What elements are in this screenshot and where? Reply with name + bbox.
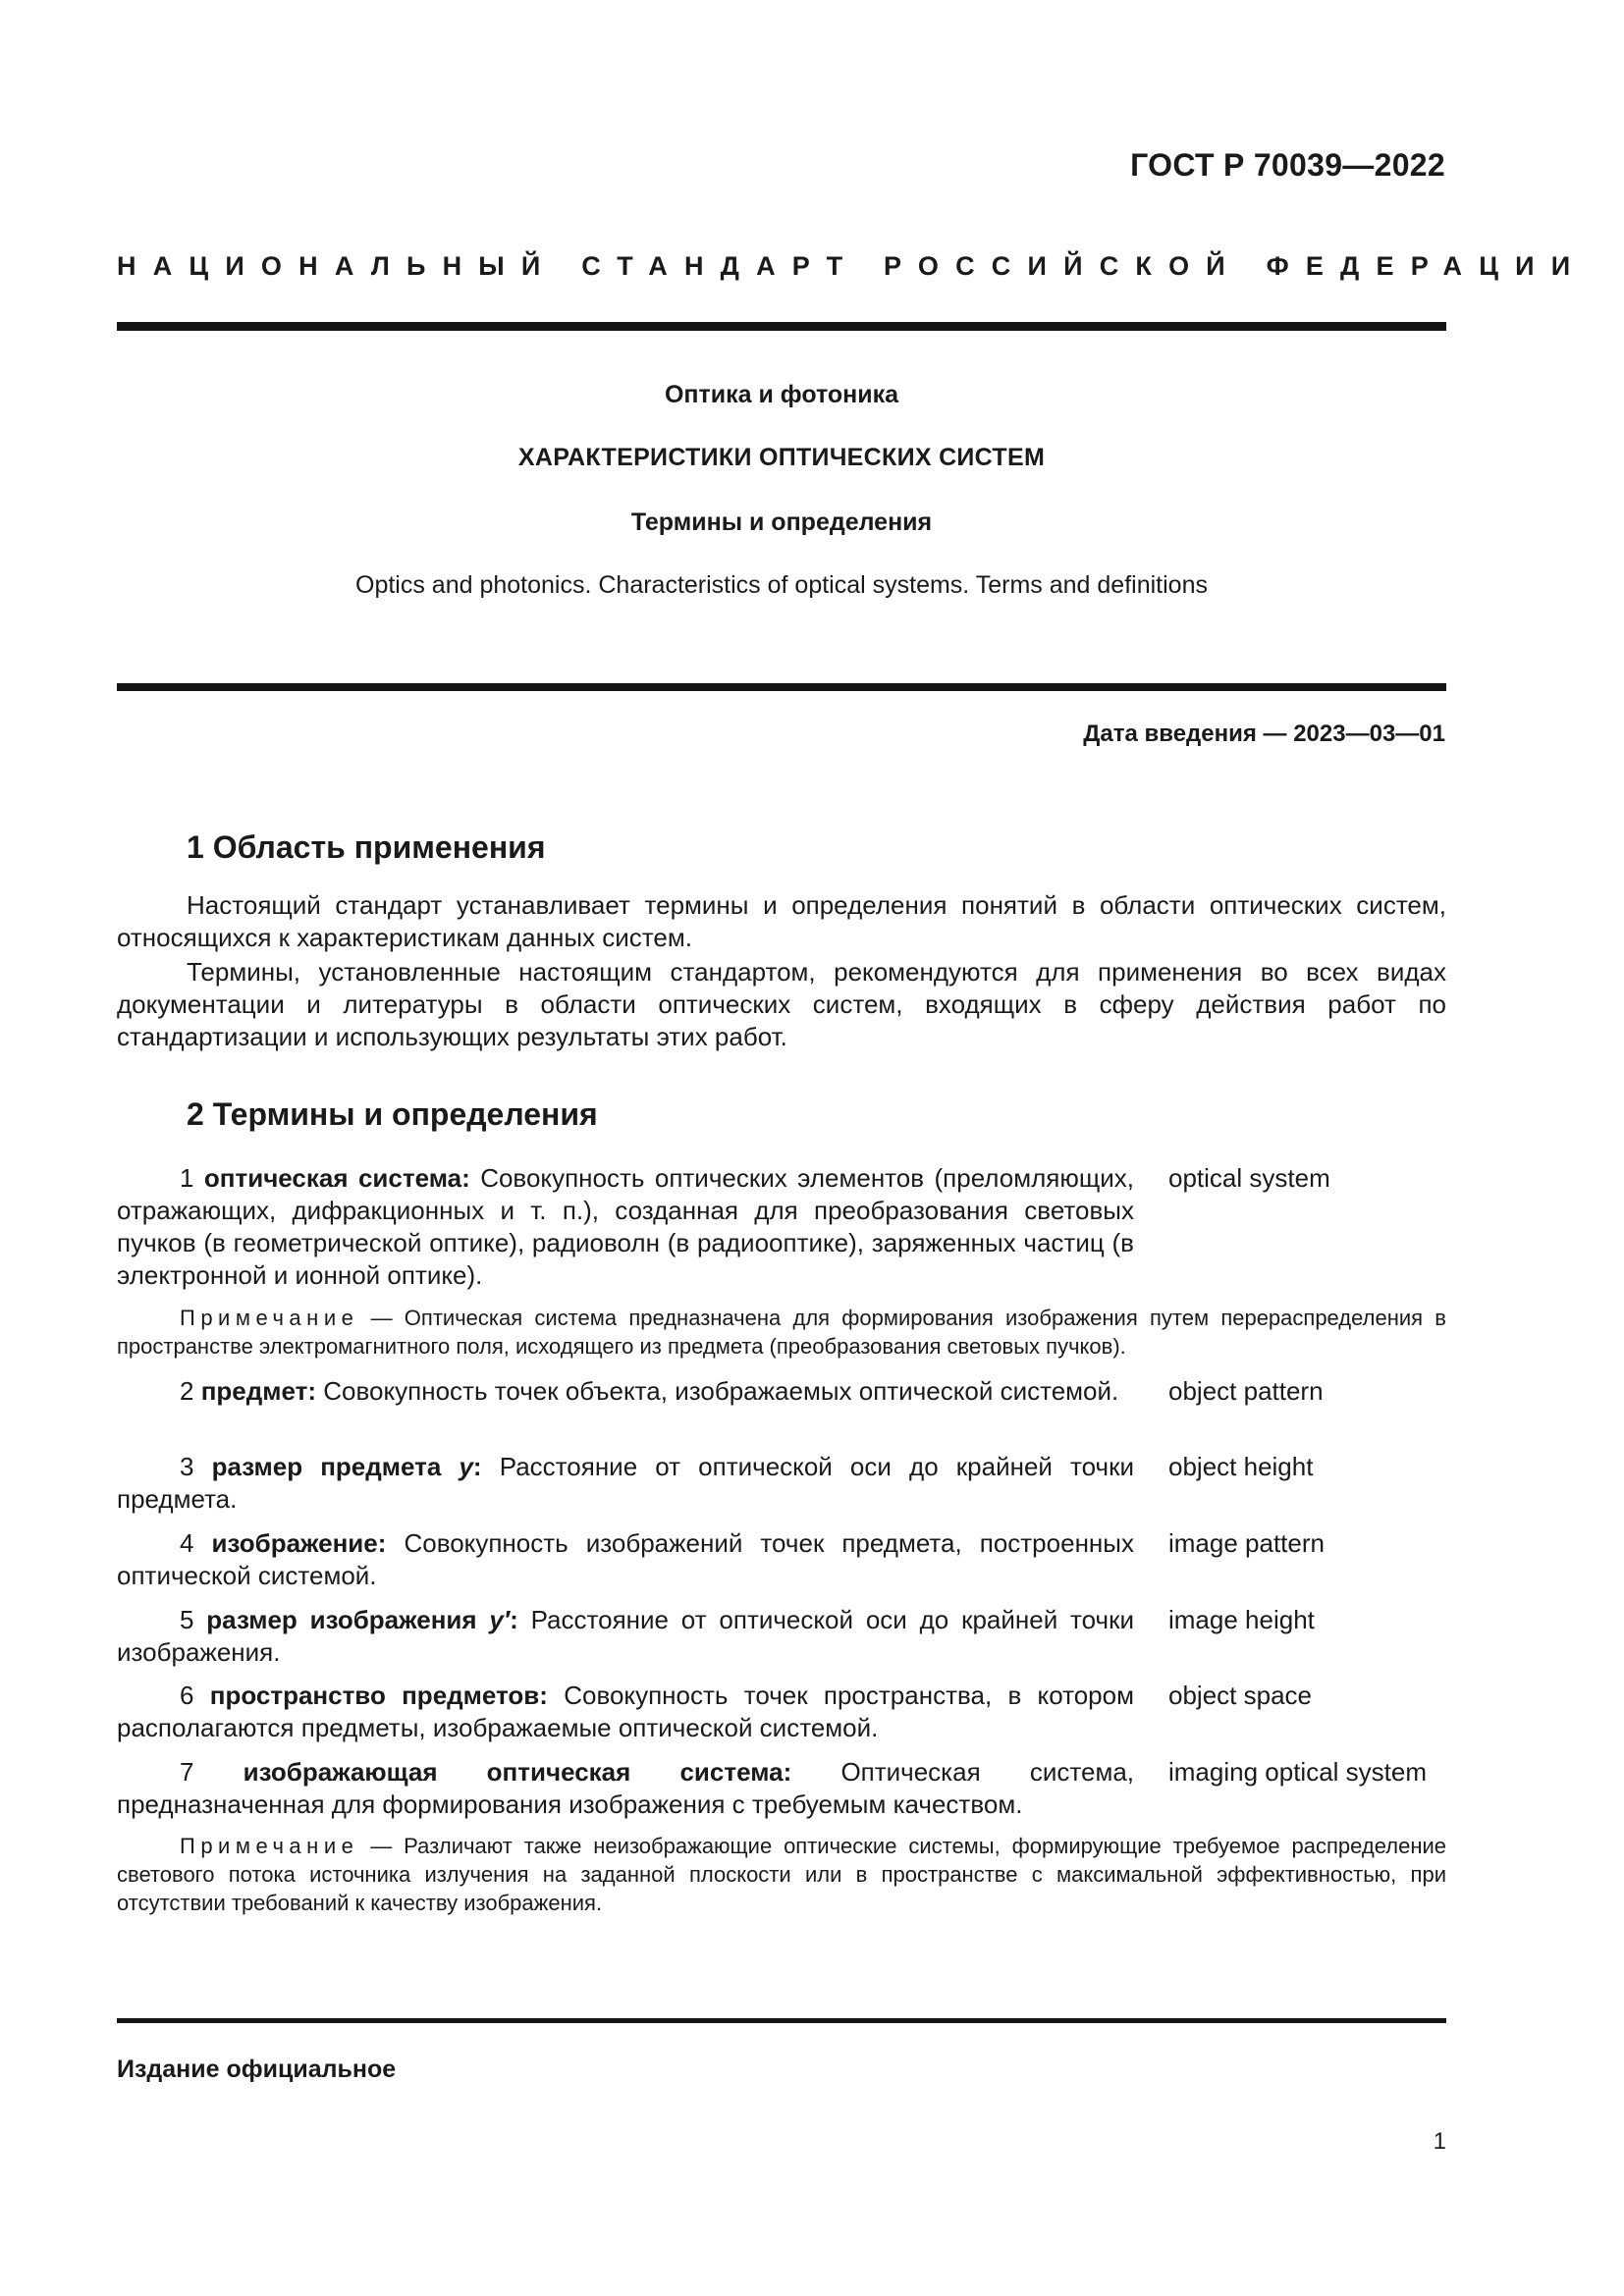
term-definition: Оптическая система, предназначенная для формирования изображения с требуемым качеством. [117,1757,1134,1819]
term-definition: Совокупность изображений точек предмета, построенных оптической системой. [117,1528,1134,1590]
term-name: оптическая система [203,1163,462,1193]
scope-paragraph: Термины, установленные настоящим стандартом, рекомендуются для применения во всех видах документации и литературы в области оптических систем, входящих в сферу действия работ по стандартизации и использующих результаты этих работ. [117,957,1446,1051]
standard-title: ХАРАКТЕРИСТИКИ ОПТИЧЕСКИХ СИСТЕМ [517,444,1046,471]
national-standard-title: НАЦИОНАЛЬНЫЙ СТАНДАРТ РОССИЙСКОЙ ФЕДЕРАЦИИ [117,251,1588,281]
term-name: пространство предметов [209,1681,540,1710]
term-name: предмет [200,1376,308,1406]
term-number: 7 [180,1757,194,1787]
section-heading-terms: 2 Термины и определения [187,1096,598,1132]
term-name: изображение [211,1528,378,1558]
note-label: Примечание [180,1306,359,1330]
note-text: — Различают также неизображающие оптические системы, формирующие требуемое распределение светового потока источника излучения на заданной плоскости или в пространстве с максимальной эффективностью, при отсутствии требований к качеству изображения. [117,1834,1446,1915]
term-text: 7 изображающая оптическая система: Оптическая система, предназначенная для формирования изображения с требуемым качеством. [117,1757,1134,1819]
note-text: — Оптическая система предназначена для формирования изображения путем перераспределения в пространстве электромагнитного поля, исходящего из предмета (преобразования световых пучков). [117,1306,1446,1359]
intro-date: Дата введения — 2023—03—01 [1083,721,1445,747]
term-text: 3 размер предмета y: Расстояние от оптической оси до крайней точки предмета. [117,1452,1134,1514]
term-text: 1 оптическая система: Совокупность оптических элементов (преломляющих, отражающих, дифракционных и т. п.), созданная для преобразования световых пучков (в геометрической оптике), радиоволн (в радиооптике), заряженных частиц (в электронной и ионной оптике). [117,1163,1134,1290]
term-name: размер предмета [211,1452,442,1481]
note [117,1832,1446,1917]
term-english: object height [1168,1452,1314,1481]
term-symbol: y′ [489,1605,511,1634]
standard-subtitle: Термины и определения [630,508,933,536]
scope-paragraph: Настоящий стандарт устанавливает термины и определения понятий в области оптических систем, относящихся к характеристикам данных систем. [117,890,1446,952]
term-text: 5 размер изображения y′: Расстояние от оптической оси до крайней точки изображения. [117,1605,1134,1667]
term-english: image pattern [1168,1528,1325,1558]
term-definition: Совокупность оптических элементов (преломляющих, отражающих, дифракционных и т. п.), созданная для преобразования световых пучков (в геометрической оптике), радиоволн (в радиооптике), заряженных частиц (в электронной и ионной оптике). [117,1163,1134,1290]
term-number: 4 [180,1528,194,1558]
subject-area: Оптика и фотоника [664,381,899,408]
section-heading-scope: 1 Область применения [187,829,546,865]
term-definition: Расстояние от оптической оси до крайней точки изображения. [117,1605,1134,1667]
term-english: object pattern [1168,1376,1324,1406]
term-english: object space [1168,1681,1312,1710]
term-english: imaging optical system [1168,1757,1427,1787]
header-divider [117,322,1446,331]
footer-divider [117,2018,1446,2023]
term-name: изображающая оптическая система [243,1757,784,1787]
page-number: 1 [1433,2128,1446,2155]
term-number: 5 [180,1605,194,1634]
edition-label: Издание официальное [117,2056,397,2083]
term-definition: Расстояние от оптической оси до крайней точки предмета. [117,1452,1134,1514]
term-text: 2 предмет: Совокупность точек объекта, изображаемых оптической системой. [180,1376,1119,1406]
term-english: image height [1168,1605,1315,1634]
term-text: 6 пространство предметов: Совокупность точек пространства, в котором располагаются предметы, изображаемые оптической системой. [117,1681,1134,1742]
term-number: 2 [180,1376,194,1406]
note-label: Примечание [180,1834,359,1858]
gost-code: ГОСТ Р 70039—2022 [1130,147,1445,183]
term-number: 1 [180,1163,194,1193]
title-divider [117,683,1446,691]
term-definition: Совокупность точек объекта, изображаемых оптической системой. [323,1376,1119,1406]
term-english: optical system [1168,1163,1330,1193]
term-number: 6 [180,1681,194,1710]
term-symbol: y [459,1452,473,1481]
english-title: Optics and photonics. Characteristics of optical systems. Terms and definitions [355,571,1208,599]
term-definition: Совокупность точек пространства, в котором располагаются предметы, изображаемые оптической системой. [117,1681,1134,1742]
term-number: 3 [180,1452,194,1481]
term-text: 4 изображение: Совокупность изображений точек предмета, построенных оптической системой. [117,1528,1134,1590]
note [117,1304,1446,1361]
term-name: размер изображения [206,1605,477,1634]
